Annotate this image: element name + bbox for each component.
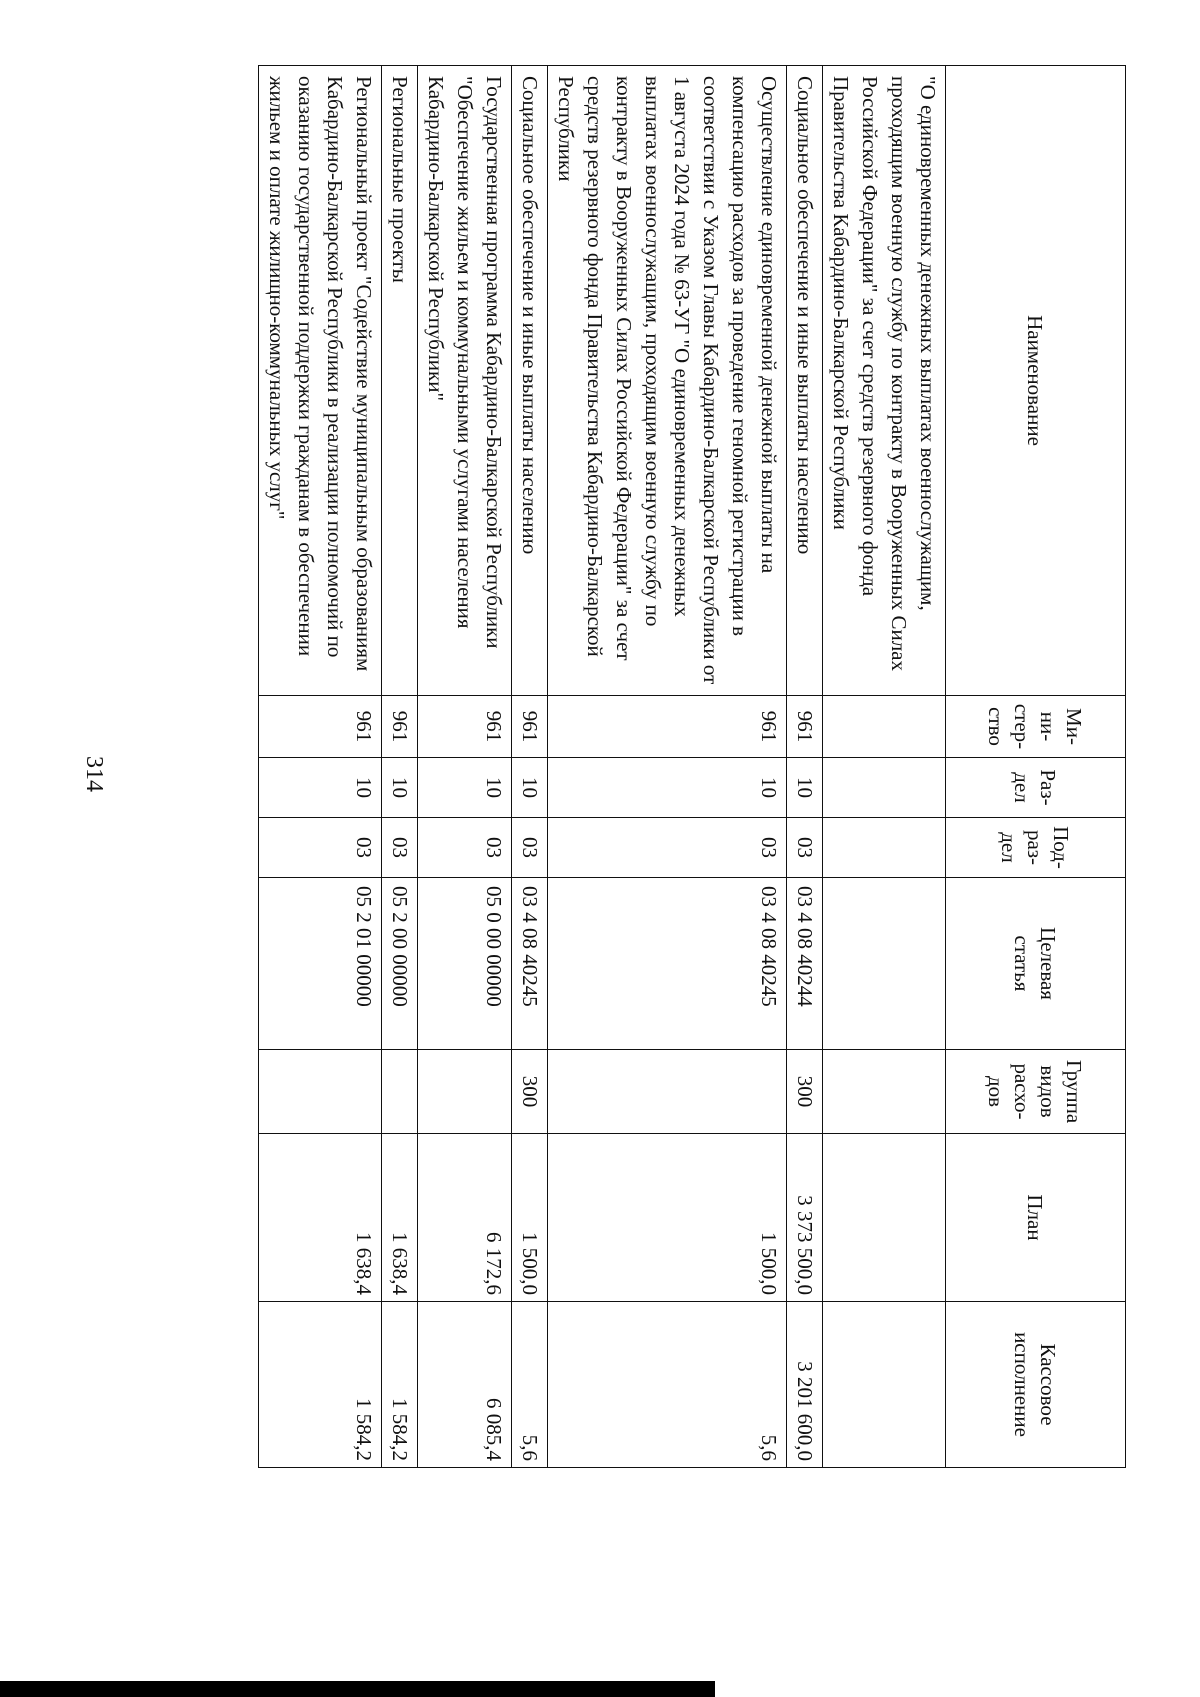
table-row: [382, 66, 418, 1468]
cell-section: 10: [418, 758, 512, 818]
cell-ministry: [823, 696, 946, 758]
cell-ministry: 961: [512, 696, 548, 758]
budget-table: [258, 65, 1126, 1468]
header-name: Наименование: [946, 66, 1126, 696]
cell-exec: 6 085,4: [418, 1302, 512, 1468]
cell-name: Государственная программа Кабардино-Балкарской Республики "Обеспечение жильем и коммунальными услугами населения Кабардино-Балкарской Республики": [418, 66, 512, 696]
cell-exec: 5,6: [512, 1302, 548, 1468]
scan-edge-bar: [0, 1681, 715, 1697]
cell-subsection: [823, 818, 946, 878]
cell-plan: 3 373 500,0: [787, 1134, 823, 1302]
cell-exec: 5,6: [548, 1302, 787, 1468]
table-header: [946, 66, 1126, 1468]
cell-exec: 1 584,2: [259, 1302, 382, 1468]
cell-section: 10: [259, 758, 382, 818]
table-row: [512, 66, 548, 1468]
cell-section: [823, 758, 946, 818]
cell-group: [382, 1050, 418, 1134]
cell-exec: 3 201 600,0: [787, 1302, 823, 1468]
header-ministry: Ми- ни- стер- ство: [946, 696, 1126, 758]
cell-group: [259, 1050, 382, 1134]
cell-subsection: 03: [382, 818, 418, 878]
cell-target: 05 0 00 00000: [418, 878, 512, 1050]
table-row: [823, 66, 946, 1468]
table-row: [548, 66, 787, 1468]
header-plan: План: [946, 1134, 1126, 1302]
cell-section: 10: [382, 758, 418, 818]
cell-ministry: 961: [382, 696, 418, 758]
cell-name: Региональные проекты: [382, 66, 418, 696]
header-subsection: Под- раз- дел: [946, 818, 1126, 878]
cell-subsection: 03: [548, 818, 787, 878]
page-number: 314: [81, 756, 107, 792]
cell-ministry: 961: [787, 696, 823, 758]
cell-target: 03 4 08 40244: [787, 878, 823, 1050]
cell-exec: [823, 1302, 946, 1468]
cell-target: 05 2 00 00000: [382, 878, 418, 1050]
cell-exec: 1 584,2: [382, 1302, 418, 1468]
cell-subsection: 03: [787, 818, 823, 878]
cell-plan: 1 500,0: [548, 1134, 787, 1302]
cell-section: 10: [548, 758, 787, 818]
cell-target: 05 2 01 00000: [259, 878, 382, 1050]
table-row: [418, 66, 512, 1468]
cell-plan: 1 638,4: [259, 1134, 382, 1302]
cell-name: Осуществление единовременной денежной выплаты на компенсацию расходов за проведение геномной регистрации в соответствии с Указом Главы Кабардино-Балкарской Республики от 1 августа 2024 года № 63-УГ "О единовременных денежных выплатах военнослужащим, проходящим военную службу по контракту в Вооруженных Силах Российской Федерации" за счет средств резервного фонда Правительства Кабардино-Балкарской Республики: [548, 66, 787, 696]
cell-plan: 6 172,6: [418, 1134, 512, 1302]
cell-plan: 1 638,4: [382, 1134, 418, 1302]
cell-target: [823, 878, 946, 1050]
table-row: [787, 66, 823, 1468]
cell-group: [548, 1050, 787, 1134]
cell-ministry: 961: [548, 696, 787, 758]
cell-group: 300: [512, 1050, 548, 1134]
cell-plan: [823, 1134, 946, 1302]
cell-section: 10: [787, 758, 823, 818]
cell-subsection: 03: [259, 818, 382, 878]
table-row: [259, 66, 382, 1468]
cell-group: 300: [787, 1050, 823, 1134]
cell-name: Региональный проект "Содействие муниципальным образованиям Кабардино-Балкарской Республики в реализации полномочий по оказанию государственной поддержки гражданам в обеспечении жильем и оплате жилищно-коммунальных услуг": [259, 66, 382, 696]
header-exec: Кассовое исполнение: [946, 1302, 1126, 1468]
cell-target: 03 4 08 40245: [548, 878, 787, 1050]
cell-group: [823, 1050, 946, 1134]
cell-group: [418, 1050, 512, 1134]
cell-name: Социальное обеспечение и иные выплаты населению: [512, 66, 548, 696]
cell-ministry: 961: [259, 696, 382, 758]
header-group: Группа видов расхо- дов: [946, 1050, 1126, 1134]
cell-ministry: 961: [418, 696, 512, 758]
cell-section: 10: [512, 758, 548, 818]
cell-name: "О единовременных денежных выплатах военнослужащим, проходящим военную службу по контракту в Вооруженных Силах Российской Федерации" за счет средств резервного фонда Правительства Кабардино-Балкарской Республики: [823, 66, 946, 696]
header-section: Раз- дел: [946, 758, 1126, 818]
cell-target: 03 4 08 40245: [512, 878, 548, 1050]
rotated-page: [66, 0, 1200, 1540]
header-target: Целевая статья: [946, 878, 1126, 1050]
cell-subsection: 03: [512, 818, 548, 878]
cell-plan: 1 500,0: [512, 1134, 548, 1302]
cell-subsection: 03: [418, 818, 512, 878]
cell-name: Социальное обеспечение и иные выплаты населению: [787, 66, 823, 696]
